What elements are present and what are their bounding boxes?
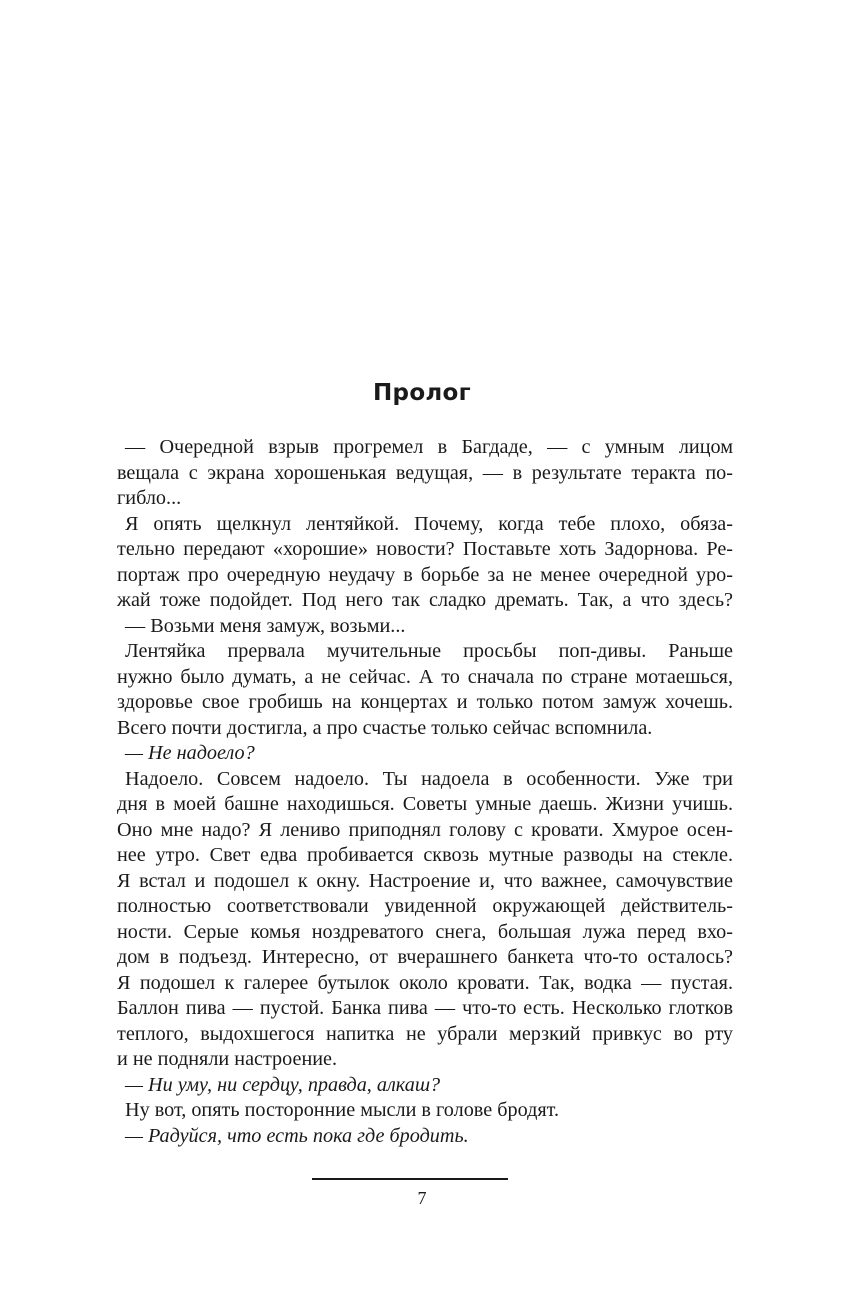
text-line: Надоело. Совсем надоело. Ты надоела в особенности. Уже три	[125, 767, 733, 790]
text-line: нужно было думать, а не сейчас. А то сначала по стране мотаешься,	[117, 665, 733, 688]
text-line: Я встал и подошел к окну. Настроение и, что важнее, самочувствие	[117, 869, 733, 892]
chapter-title: Пролог	[373, 380, 471, 406]
text-line: Всего почти достигла, а про счастье только сейчас вспомнила.	[117, 716, 653, 739]
text-line: Я подошел к галерее бутылок около кровати. Так, водка — пустая.	[117, 971, 733, 994]
dialogue-line: — Радуйся, что есть пока где бродить.	[125, 1124, 469, 1147]
text-line: — Очередной взрыв прогремел в Багдаде, — с умным лицом	[125, 436, 733, 458]
text-line: портаж про очередную неудачу в борьбе за не менее очередной уро-	[117, 563, 733, 586]
text-line: и не подняли настроение.	[117, 1048, 338, 1070]
text-line: ности. Серые комья ноздреватого снега, большая лужа перед вхо-	[117, 920, 733, 943]
text-line: дом в подъезд. Интересно, от вчерашнего банкета что-то осталось?	[117, 946, 733, 968]
dialogue-line: — Не надоело?	[125, 742, 255, 764]
text-line: здоровье свое гробишь на концертах и только потом замуж хочешь.	[117, 691, 733, 713]
text-line: вещала с экрана хорошенькая ведущая, — в результате теракта по-	[117, 461, 733, 484]
text-line: — Возьми меня замуж, возьми...	[125, 614, 406, 637]
text-line: гибло...	[117, 487, 182, 509]
page-number: 7	[417, 1188, 427, 1208]
text-line: тельно передают «хорошие» новости? Поставьте хоть Задорнова. Ре-	[117, 538, 733, 560]
footer-rule	[312, 1178, 508, 1180]
text-line: полностью соответствовали увиденной окружающей действитель-	[117, 895, 733, 917]
text-line: Лентяйка прервала мучительные просьбы поп-дивы. Раньше	[125, 640, 733, 662]
dialogue-line: — Ни уму, ни сердцу, правда, алкаш?	[125, 1073, 441, 1096]
text-line: Оно мне надо? Я лениво приподнял голову с кровати. Хмурое осен-	[117, 818, 733, 841]
text-line: Баллон пива — пустой. Банка пива — что-то есть. Несколько глотков	[117, 997, 733, 1019]
text-line: Ну вот, опять посторонние мысли в голове бродят.	[125, 1099, 559, 1121]
text-line: дня в моей башне находишься. Советы умные даешь. Жизни учишь.	[117, 793, 733, 815]
body-text	[117, 435, 733, 1149]
text-line: нее утро. Свет едва пробивается сквозь мутные разводы на стекле.	[117, 844, 733, 866]
text-line: теплого, выдохшегося напитка не убрали мерзкий привкус во рту	[117, 1022, 733, 1045]
text-line: Я опять щелкнул лентяйкой. Почему, когда тебе плохо, обяза-	[125, 512, 733, 535]
text-line: жай тоже подойдет. Под него так сладко дремать. Так, а что здесь?	[117, 589, 733, 611]
